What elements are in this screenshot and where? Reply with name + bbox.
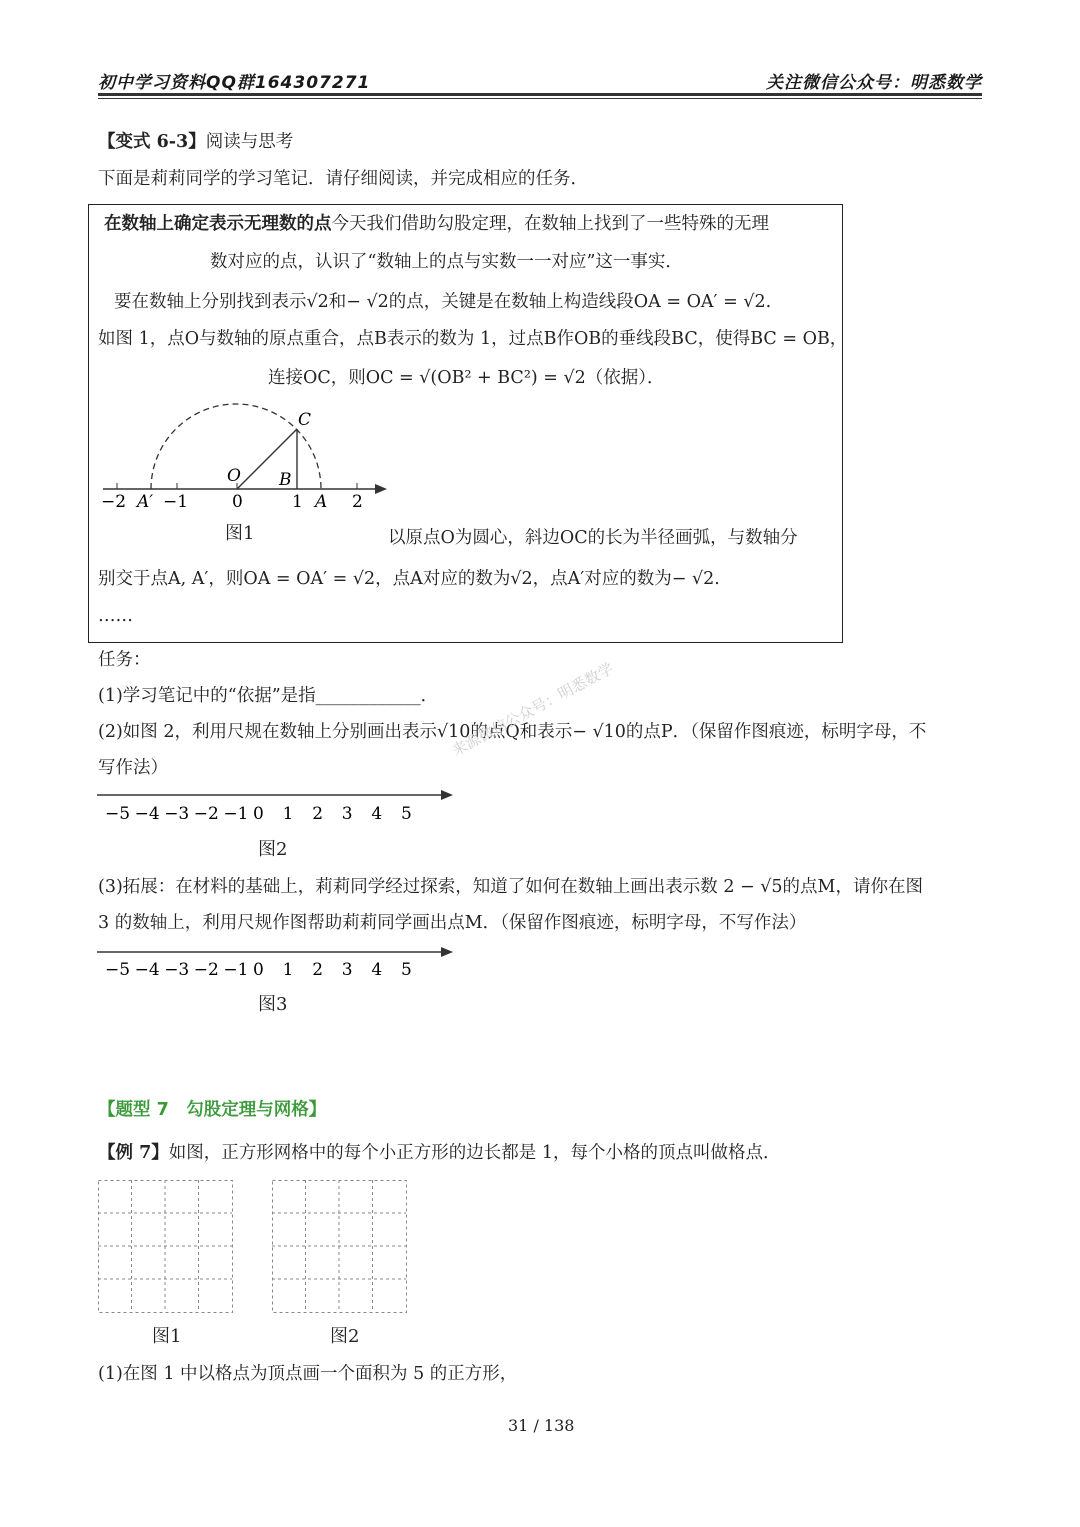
figure3-tick-label: −1: [223, 960, 249, 980]
figure2-tick-label: −1: [223, 804, 249, 824]
figure3-tick-label: 1: [282, 960, 294, 980]
page-number: 31 / 138: [508, 1416, 575, 1435]
figure2-tick-label: 0: [253, 804, 264, 824]
notes-line1: [104, 212, 769, 236]
figure2-tick-label: −4: [134, 804, 160, 824]
figure3-tick-label: −3: [164, 960, 190, 980]
figure3-number-line: [95, 940, 465, 980]
figure3-tick-label: −4: [134, 960, 160, 980]
figure1-tick-label: 2: [352, 492, 363, 512]
grid-figure2: [272, 1180, 408, 1314]
figure1-diagram: [95, 395, 395, 525]
figure2-tick-label: 2: [312, 804, 324, 824]
grid-figure1: [98, 1180, 234, 1314]
notes-line7: 别交于点A, A′，则OA = OA′ = √2，点A对应的数为√2，点A′对应的数为− √2.: [98, 569, 720, 589]
figure2-tick-label: −2: [193, 804, 219, 824]
figure1-axis-arrow: [375, 484, 387, 494]
figure2-axis-arrow: [441, 790, 453, 800]
figure2-tick-label: −3: [164, 804, 190, 824]
figure3-tick-label: 2: [312, 960, 324, 980]
task-2-line2: 写作法）: [98, 758, 168, 778]
header-rule-thin: [98, 98, 982, 99]
header-rule: [98, 93, 982, 96]
figure1-tick-label: −1: [163, 492, 189, 512]
tasks-label: 任务：: [98, 650, 151, 670]
problem-title-rest: 阅读与思考: [205, 132, 294, 152]
figure3-caption: 图3: [258, 994, 288, 1015]
grid-caption1: 图1: [152, 1326, 182, 1347]
header-right: 关注微信公众号：明悉数学: [766, 73, 982, 93]
notes-line4: 如图 1，点O与数轴的原点重合，点B表示的数为 1，过点B作OB的垂线段BC，使得BC = OB，: [98, 329, 848, 349]
problem-title: [98, 130, 293, 154]
figure1-label-b: B: [279, 470, 292, 490]
figure2-tick-label: 3: [341, 804, 353, 824]
figure1-caption: 图1: [225, 523, 255, 544]
example7-bold: 【例 7】: [98, 1143, 169, 1163]
figure1-label-o: O: [227, 466, 241, 486]
grid-caption2: 图2: [330, 1326, 360, 1347]
figure3-tick-label: 4: [371, 960, 383, 980]
notes-line3: 要在数轴上分别找到表示√2和− √2的点，关键是在数轴上构造线段OA = OA′ = √2.: [114, 292, 772, 312]
figure1-tick-label: −2: [101, 492, 127, 512]
example7: [98, 1141, 780, 1165]
figure1-label-c: C: [298, 410, 312, 430]
problem-intro: 下面是莉莉同学的学习笔记．请仔细阅读，并完成相应的任务．: [98, 169, 588, 189]
question-1: (1)在图 1 中以格点为顶点画一个面积为 5 的正方形，: [98, 1364, 518, 1384]
notes-line2: 数对应的点，认识了“数轴上的点与实数一一对应”这一事实．: [210, 252, 683, 272]
figure2-number-line: [95, 785, 465, 825]
task-3-line2: 3 的数轴上，利用尺规作图帮助莉莉同学画出点M．（保留作图痕迹，标明字母，不写作法）: [98, 913, 807, 933]
section7-title: 【题型 7 勾股定理与网格】: [98, 1100, 327, 1120]
example7-rest: 如图，正方形网格中的每个小正方形的边长都是 1，每个小格的顶点叫做格点．: [168, 1143, 781, 1163]
notes-line6: 以原点O为圆心，斜边OC的长为半径画弧，与数轴分: [388, 528, 798, 548]
notes-heading: 在数轴上确定表示无理数的点: [104, 214, 332, 234]
figure3-axis-arrow: [441, 947, 453, 957]
problem-title-bold: 【变式 6-3】: [98, 132, 206, 152]
figure2-caption: 图2: [258, 839, 288, 860]
watermark: 来源微信公众号：明悉数学: [448, 659, 617, 760]
figure2-tick-label: −5: [105, 804, 131, 824]
task-3-line1: (3)拓展：在材料的基础上，莉莉同学经过探索，知道了如何在数轴上画出表示数 2 − √5的点M，请你在图: [98, 877, 923, 897]
figure1-tick-label: 0: [232, 492, 243, 512]
notes-line1-rest: 今天我们借助勾股定理，在数轴上找到了一些特殊的无理: [331, 214, 769, 234]
figure3-tick-label: 5: [401, 960, 412, 980]
figure1-tick-label: 1: [292, 492, 303, 512]
task-1: (1)学习笔记中的“依据”是指____________．: [98, 686, 439, 706]
figure3-tick-label: −2: [193, 960, 219, 980]
figure1-label-a: A: [315, 492, 328, 512]
figure3-tick-label: 3: [341, 960, 353, 980]
figure3-tick-label: 0: [253, 960, 264, 980]
figure1-label-a-prime: A′: [137, 492, 154, 512]
notes-line5: 连接OC，则OC = √(OB² + BC²) = √2（依据）．: [268, 368, 665, 388]
figure3-tick-label: −5: [105, 960, 131, 980]
notes-ellipsis: ……: [98, 606, 133, 626]
figure2-tick-label: 4: [371, 804, 383, 824]
header-left: 初中学习资料QQ群164307271: [98, 73, 371, 93]
figure2-tick-label: 1: [282, 804, 294, 824]
task-2-line1: (2)如图 2，利用尺规在数轴上分别画出表示√10的点Q和表示− √10的点P．（保留作图痕迹，标明字母，不: [98, 722, 927, 742]
figure2-tick-label: 5: [401, 804, 412, 824]
